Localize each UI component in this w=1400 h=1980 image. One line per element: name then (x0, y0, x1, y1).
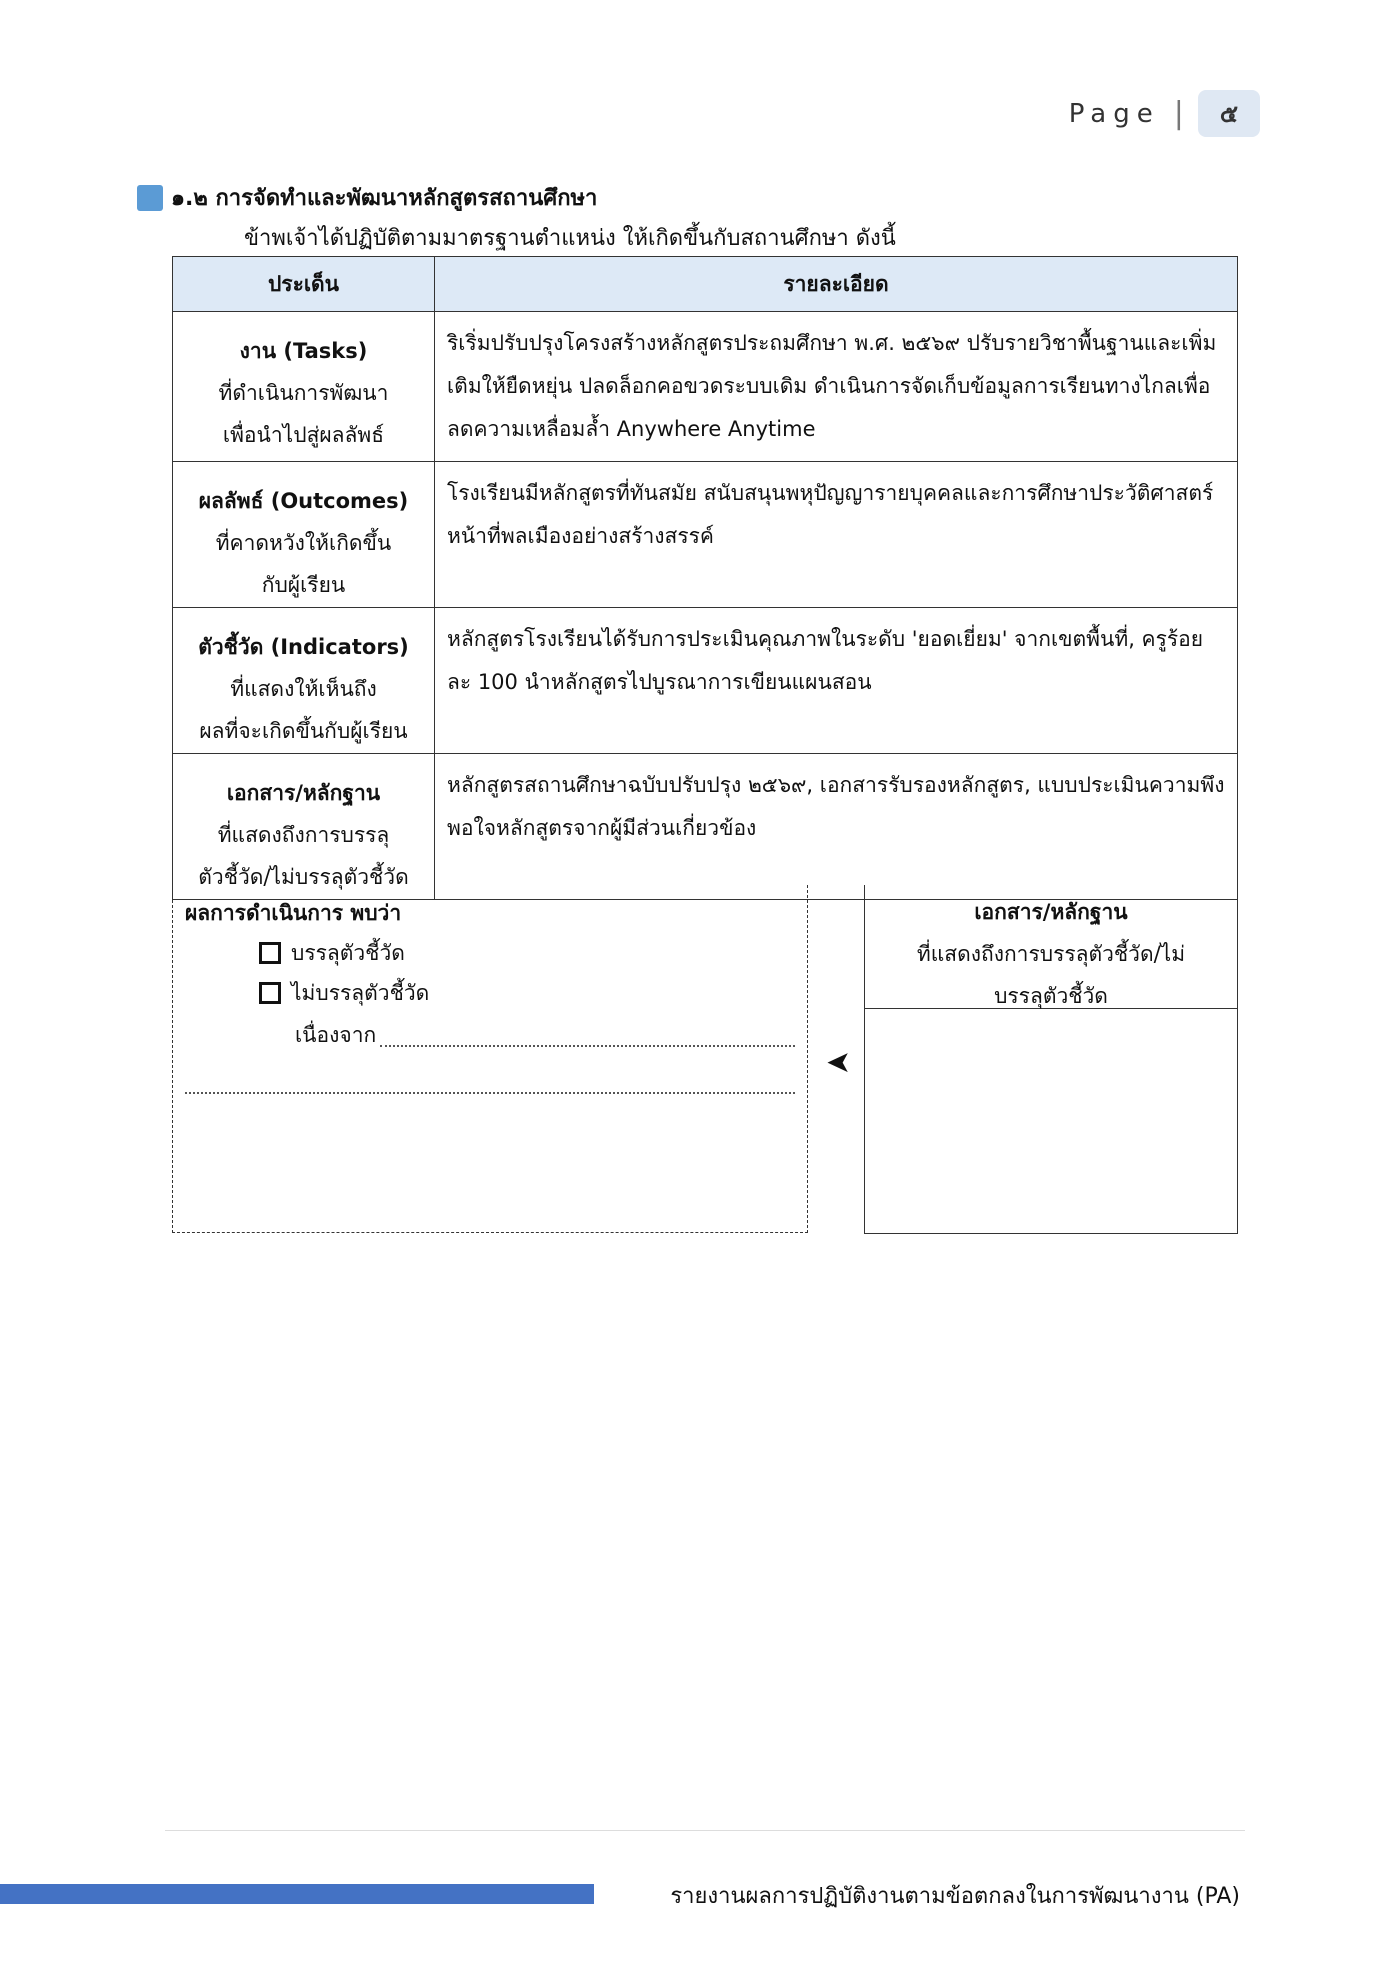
arrow-left-icon: ➤ (826, 1045, 852, 1080)
result-section (172, 885, 1238, 1235)
issue-sub: ที่แสดงถึงการบรรลุ (217, 823, 390, 847)
option-achieved-label: บรรลุตัวชี้วัด (291, 941, 405, 965)
issue-sub: ตัวชี้วัด/ไม่บรรลุตัวชี้วัด (198, 865, 409, 889)
footer-accent-bar (0, 1884, 594, 1904)
option-not-achieved-label: ไม่บรรลุตัวชี้วัด (291, 981, 430, 1005)
issue-title: ตัวชี้วัด (Indicators) (198, 635, 409, 659)
table-row-indicators (173, 608, 1238, 754)
table-row-tasks (173, 312, 1238, 462)
checkbox-achieved[interactable] (259, 942, 281, 964)
evidence-box (864, 885, 1238, 1234)
detail-cell: หลักสูตรโรงเรียนได้รับการประเมินคุณภาพในระดับ 'ยอดเยี่ยม' จากเขตพื้นที่, ครูร้อยละ 100 นำหลักสูตรไปบูรณาการเขียนแผนสอน (435, 608, 1238, 754)
section-intro: ข้าพเจ้าได้ปฏิบัติตามมาตรฐานตำแหน่ง ให้เกิดขึ้นกับสถานศึกษา ดังนี้ (244, 226, 896, 251)
detail-cell: โรงเรียนมีหลักสูตรที่ทันสมัย สนับสนุนพหุปัญญารายบุคคลและการศึกษาประวัติศาสตร์ หน้าที่พลเมืองอย่างสร้างสรรค์ (435, 462, 1238, 608)
issue-sub: เพื่อนำไปสู่ผลลัพธ์ (222, 423, 385, 447)
issue-title: ผลลัพธ์ (Outcomes) (198, 489, 409, 513)
square-bullet-icon (137, 185, 163, 211)
table-row-outcomes (173, 462, 1238, 608)
detail-cell: ริเริ่มปรับปรุงโครงสร้างหลักสูตรประถมศึกษา พ.ศ. ๒๕๖๙ ปรับรายวิชาพื้นฐานและเพิ่มเติมให้ยืดหยุ่น ปลดล็อกคอขวดระบบเดิม ดำเนินการจัดเก็บข้อมูลการเรียนทางไกลเพื่อลดความเหลื่อมล้ำ Anywhere Anytime (435, 312, 1238, 462)
evidence-line: ที่แสดงถึงการบรรลุตัวชี้วัด/ไม่ (916, 942, 1186, 966)
issue-title: เอกสาร/หลักฐาน (226, 781, 381, 805)
page-number-badge: ๕ (1198, 90, 1260, 137)
table-header-row (173, 257, 1238, 312)
checkbox-not-achieved[interactable] (259, 982, 281, 1004)
evidence-header (865, 885, 1237, 1009)
issue-cell (173, 608, 435, 754)
page-label: Page (1068, 98, 1160, 129)
issue-sub: ที่ดำเนินการพัฒนา (218, 381, 389, 405)
performance-table (172, 256, 1238, 900)
table-row-evidence (173, 754, 1238, 900)
issue-sub: ที่แสดงให้เห็นถึง (230, 677, 377, 701)
page-separator: | (1173, 96, 1184, 131)
because-fill-line[interactable] (380, 1044, 795, 1047)
page-header (1069, 90, 1260, 137)
footer-divider (165, 1830, 1245, 1831)
option-achieved[interactable] (259, 933, 795, 973)
because-label: เนื่องจาก (295, 1023, 377, 1047)
issue-sub: ที่คาดหวังให้เกิดขึ้น (215, 531, 392, 555)
issue-title: งาน (Tasks) (239, 339, 368, 363)
issue-cell (173, 462, 435, 608)
issue-cell (173, 312, 435, 462)
issue-sub: ผลที่จะเกิดขึ้นกับผู้เรียน (199, 719, 408, 743)
header-issue: ประเด็น (173, 257, 435, 312)
evidence-line: บรรลุตัวชี้วัด (994, 984, 1108, 1008)
result-box (172, 885, 808, 1233)
section-title: ๑.๒ การจัดทำและพัฒนาหลักสูตรสถานศึกษา (171, 186, 598, 211)
footer-title: รายงานผลการปฏิบัติงานตามข้อตกลงในการพัฒนางาน (PA) (670, 1884, 1240, 1909)
issue-sub: กับผู้เรียน (261, 573, 346, 597)
section-heading (137, 180, 597, 215)
because-row (295, 1013, 795, 1057)
issue-cell (173, 754, 435, 900)
result-title: ผลการดำเนินการ พบว่า (185, 901, 402, 925)
detail-cell: หลักสูตรสถานศึกษาฉบับปรับปรุง ๒๕๖๙, เอกสารรับรองหลักสูตร, แบบประเมินความพึงพอใจหลักสูตรจากผู้มีส่วนเกี่ยวข้อง (435, 754, 1238, 900)
header-detail: รายละเอียด (435, 257, 1238, 312)
evidence-title: เอกสาร/หลักฐาน (974, 900, 1128, 924)
reason-fill-line[interactable] (185, 1091, 795, 1094)
option-not-achieved[interactable] (259, 973, 795, 1013)
